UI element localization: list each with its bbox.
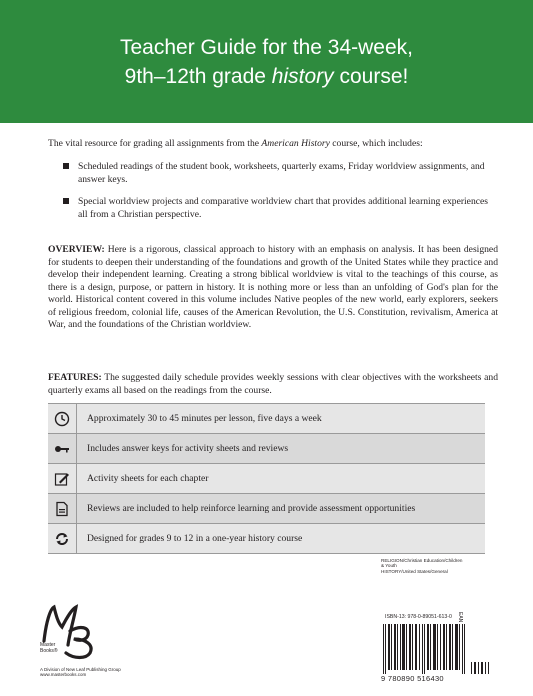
intro-italic: American History <box>261 138 330 149</box>
intro-pre: The vital resource for grading all assignments from the <box>48 138 262 149</box>
intro-text <box>48 137 498 150</box>
banner-line-2 <box>125 62 409 91</box>
features-paragraph <box>48 372 498 397</box>
document-icon <box>54 501 70 517</box>
features-label: FEATURES: <box>48 372 102 383</box>
feature-text: Reviews are included to help reinforce learning and provide assessment opportunities <box>87 503 416 514</box>
bullet-item <box>63 160 493 186</box>
bullet-text: Scheduled readings of the student book, worksheets, quarterly exams, Friday worldview assignments, and answer keys. <box>78 161 485 185</box>
intro-post: course, which includes: <box>329 138 423 149</box>
price-code: EAN <box>457 612 463 623</box>
isbn-text: ISBN-13: 978-0-89051-613-0 <box>385 614 452 620</box>
overview-text: Here is a rigorous, classical approach to history with an emphasis on analysis. It has been designed for students to deepen their understanding of the foundations and growth of the United States while they practice and develop their independent learning. Creating a strong biblical worldview is vital to the teachings of this course, as there is a design, purpose, or pattern in history. It is nothing more or less than an unfolding of God's plan for the world. Historical content covered in this volume includes Native peoples of the new world, early explorers, seekers of religious freedom, colonial life, causes of the American Revolution, the U.S. Constitution, revivalism, America at War, and the foundations of the Christian worldview. <box>48 244 498 330</box>
publisher-logo <box>40 601 128 691</box>
bullet-list <box>63 160 493 230</box>
feature-row <box>48 524 485 554</box>
overview-paragraph <box>48 244 498 332</box>
title-banner <box>0 0 533 123</box>
publisher-division: A Division of New Leaf Publishing Group <box>40 667 121 672</box>
bullet-item <box>63 195 493 221</box>
features-table <box>48 403 485 554</box>
key-icon <box>54 441 70 457</box>
banner-line-1: Teacher Guide for the 34-week, <box>120 35 413 59</box>
clock-icon <box>54 411 70 427</box>
publisher-name <box>40 643 58 654</box>
banner-line-2-post: course! <box>333 64 409 88</box>
banner-line-2-pre: 9th–12th grade <box>124 64 272 88</box>
square-bullet-icon <box>63 163 69 169</box>
pencil-sheet-icon <box>54 471 70 487</box>
features-text: The suggested daily schedule provides weekly sessions with clear objectives with the worksheets and quarterly exams all based on the readings from the course. <box>48 372 498 396</box>
feature-text: Designed for grades 9 to 12 in a one-year history course <box>87 533 303 544</box>
feature-text: Approximately 30 to 45 minutes per lesson, five days a week <box>87 413 322 424</box>
feature-row <box>48 434 485 464</box>
catalog-categories <box>381 558 466 574</box>
barcode-number: 9 780890 516430 <box>381 674 444 683</box>
addon-barcode-icon <box>470 660 490 674</box>
bullet-text: Special worldview projects and comparative worldview chart that provides additional learning experiences all from a Christian perspective. <box>78 196 488 220</box>
publisher-line-1: Master <box>40 642 56 648</box>
square-bullet-icon <box>63 198 69 204</box>
catalog-line-1: RELIGION/Christian Education/Children & Youth <box>381 558 463 569</box>
barcode-icon <box>381 624 467 674</box>
feature-text: Includes answer keys for activity sheets and reviews <box>87 443 289 454</box>
cycle-arrows-icon <box>54 531 70 547</box>
feature-text: Activity sheets for each chapter <box>87 473 209 484</box>
publisher-footer <box>40 667 130 677</box>
master-books-logo-icon <box>40 601 110 665</box>
catalog-line-2: HISTORY/United States/General <box>381 568 448 574</box>
feature-row <box>48 404 485 434</box>
overview-label: OVERVIEW: <box>48 244 105 255</box>
feature-row <box>48 494 485 524</box>
banner-line-2-italic: history <box>271 64 334 88</box>
publisher-line-2: Books® <box>40 647 58 654</box>
feature-row <box>48 464 485 494</box>
publisher-website: www.masterbooks.com <box>40 672 87 677</box>
